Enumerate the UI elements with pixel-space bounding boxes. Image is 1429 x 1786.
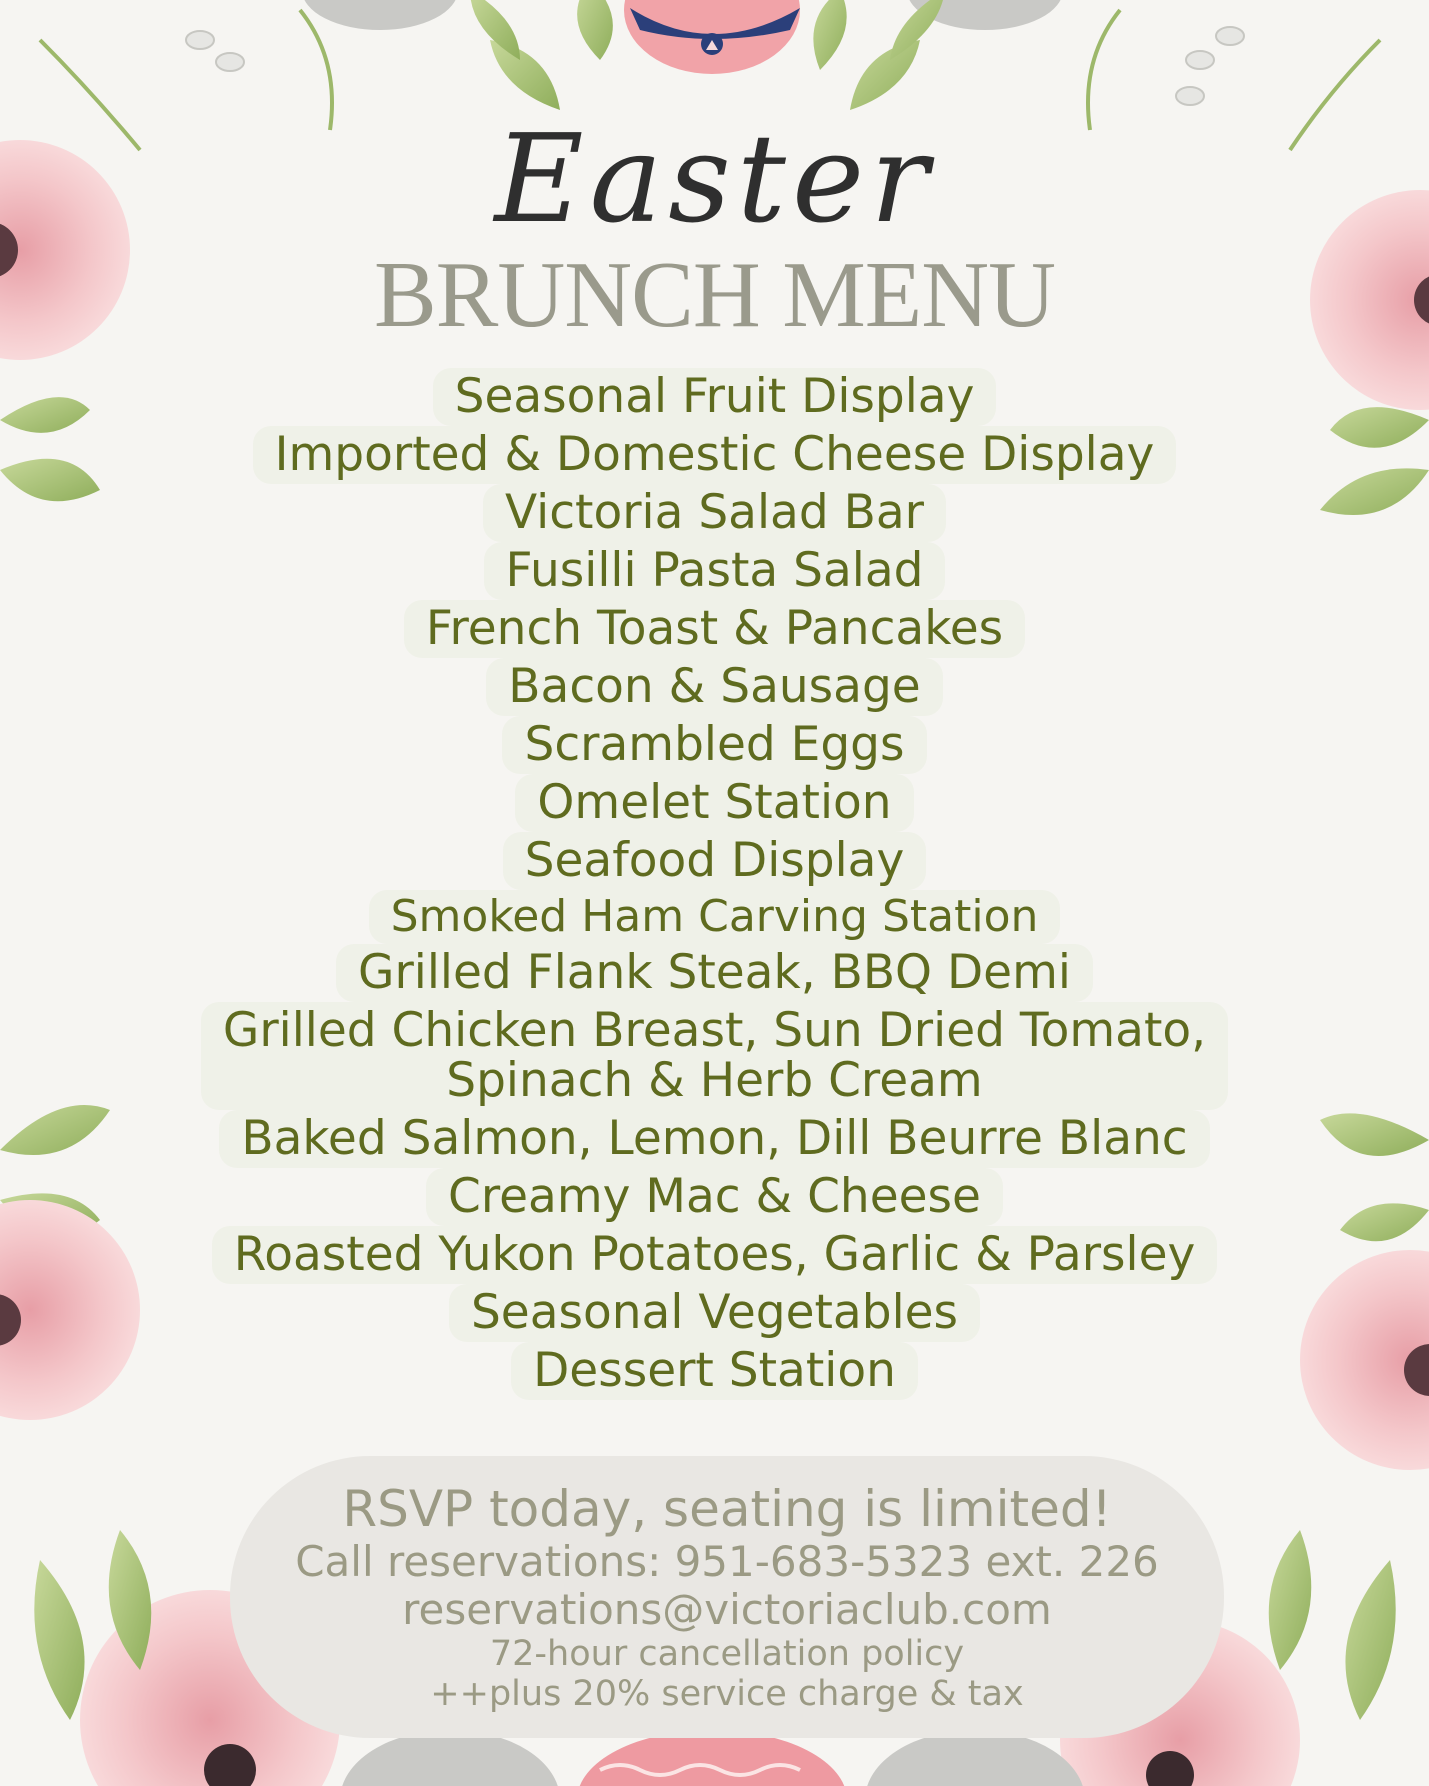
rsvp-headline: RSVP today, seating is limited! [342,1480,1112,1538]
reservation-email: reservations@victoriaclub.com [402,1585,1052,1634]
menu-item: Smoked Ham Carving Station [369,890,1061,944]
menu-item: Omelet Station [515,774,913,832]
menu-item: Creamy Mac & Cheese [426,1168,1003,1226]
easter-script-title: Easter [494,108,935,250]
rsvp-panel [230,1456,1224,1738]
menu-item: Seafood Display [503,832,927,890]
service-charge-note: ++plus 20% service charge & tax [430,1674,1024,1714]
menu-item: Grilled Flank Steak, BBQ Demi [336,944,1093,1002]
menu-item-line: Grilled Chicken Breast, Sun Dried Tomato, [222,1003,1207,1058]
menu-item: Seasonal Fruit Display [433,368,997,426]
brunch-menu-title: BRUNCH MENU [373,243,1055,347]
menu-item: Imported & Domestic Cheese Display [253,426,1177,484]
menu-item: Dessert Station [511,1342,918,1400]
menu-item: Victoria Salad Bar [483,484,946,542]
menu-item: Scrambled Eggs [502,716,926,774]
menu-item-multiline [201,1002,1228,1110]
menu-item: Roasted Yukon Potatoes, Garlic & Parsley [212,1226,1218,1284]
menu-item: Seasonal Vegetables [449,1284,980,1342]
menu-item: Baked Salmon, Lemon, Dill Beurre Blanc [219,1110,1209,1168]
cancellation-policy: 72-hour cancellation policy [489,1634,965,1674]
menu-item: Bacon & Sausage [486,658,942,716]
menu-item: French Toast & Pancakes [404,600,1025,658]
menu-item-line: Spinach & Herb Cream [446,1053,983,1108]
reservation-phone: Call reservations: 951-683-5323 ext. 226 [295,1537,1159,1586]
menu-item: Fusilli Pasta Salad [484,542,946,600]
menu-list [0,368,1429,1400]
